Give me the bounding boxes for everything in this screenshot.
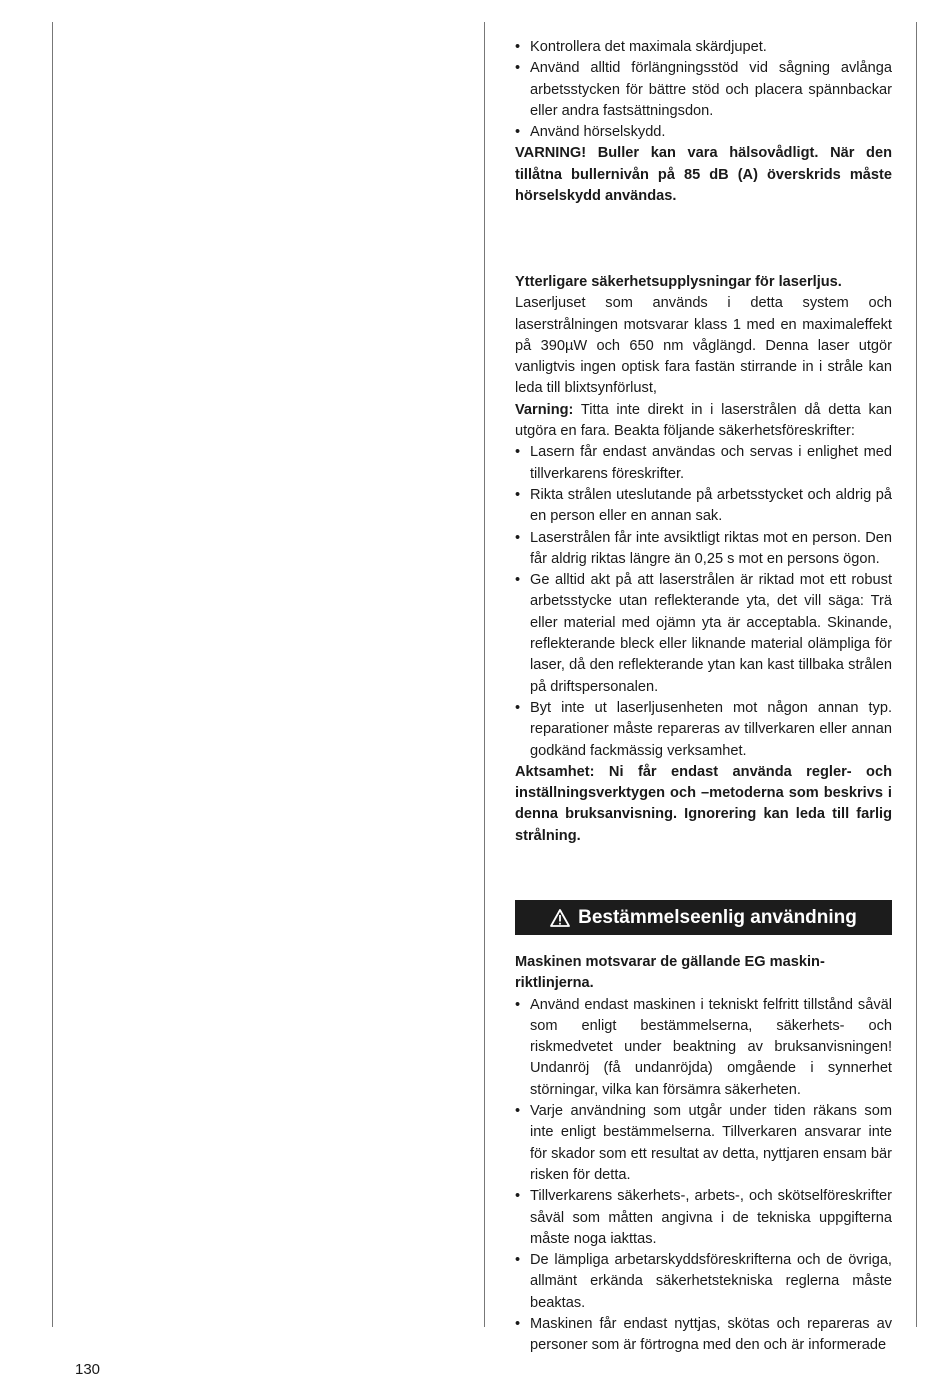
list-item: • Varje användning som utgår under tiden räkans som inte enligt bestämmelserna. Tillverkaren ansvarar inte för skador som ett resultat av detta, nyttjaren ensam bär risken för detta. <box>515 1101 892 1186</box>
list-item: • Maskinen får endast nyttjas, skötas och repareras av personer som är förtrogna med den och är informerade <box>515 1314 892 1357</box>
list-item: • Använd hörselskydd. <box>515 122 892 143</box>
list-item: • Kontrollera det maximala skärdjupet. <box>515 37 892 58</box>
list-item: • Laserstrålen får inte avsiktligt riktas mot en person. Den får aldrig riktas längre än 0,25 s mot en persons ögon. <box>515 528 892 571</box>
banner-title: Bestämmelseenlig användning <box>578 906 857 928</box>
caution-paragraph: Aktsamhet: Ni får endast använda regler- och inställningsverktygen och –metoderna som beskrivs i denna bruksanvisning. Ignorering kan leda till farlig strålning. <box>515 763 892 844</box>
list-item: • Använd endast maskinen i tekniskt felfritt tillstånd såväl som enligt bestämmelserna, säkerhets- och riskmedvetet under beaktning av bruksanvisningen! Undanröj (få undanröjda) omgående i synnerhet störningar, vilka kan försämra säkerheten. <box>515 995 892 1101</box>
list-item: • Använd alltid förlängningsstöd vid sågning avlånga arbetsstycken för bättre stöd och placera spännbackar eller andra fastsättningsdon. <box>515 58 892 122</box>
left-margin-rule <box>52 22 53 1327</box>
list-item: • Rikta strålen uteslutande på arbetsstycket och aldrig på en person eller en annan sak. <box>515 485 892 528</box>
general-safety-list <box>515 37 892 143</box>
laser-warning-paragraph <box>515 400 892 443</box>
intended-use-heading: Maskinen motsvarar de gällande EG maskin-riktlinjerna. <box>515 954 825 992</box>
list-item: • De lämpliga arbetarskyddsföreskrifterna och de övriga, allmänt erkända säkerhetstekniska reglerna måste beaktas. <box>515 1250 892 1314</box>
center-column-rule <box>484 22 485 1327</box>
list-item: • Lasern får endast användas och servas i enlighet med tillverkarens föreskrifter. <box>515 442 892 485</box>
section-banner <box>515 900 892 935</box>
page-number: 130 <box>75 1361 101 1378</box>
intended-use-list <box>515 995 892 1357</box>
intended-use-section <box>515 900 892 1357</box>
hearing-protection-section <box>515 37 892 207</box>
warning-triangle-icon <box>550 909 570 927</box>
warning-text: Titta inte direkt in i laserstrålen då detta kan utgöra en fara. Beakta följande säkerhetsföreskrifter: <box>515 401 892 440</box>
warning-label: Varning: <box>515 401 574 418</box>
laser-safety-section <box>515 272 892 847</box>
laser-section-heading: Ytterligare säkerhetsupplysningar för laserljus. <box>515 274 842 290</box>
laser-intro-paragraph: Laserljuset som används i detta system och laserstrålningen motsvarar klass 1 med en maximaleffekt på 390µW och 650 nm våglängd. Denna laser utgör vanligtvis ingen optisk fara fastän stirrande in i stråle kan leda till blixtsynförlust, <box>515 295 892 397</box>
right-margin-rule <box>916 22 917 1327</box>
list-item: • Byt inte ut laserljusenheten mot någon annan typ. reparationer måste repareras av tillverkaren eller annan godkänd fackmässig verksamhet. <box>515 698 892 762</box>
noise-warning: VARNING! Buller kan vara hälsovådligt. När den tillåtna bullernivån på 85 dB (A) överskrids måste hörselskydd användas. <box>515 145 892 205</box>
list-item: • Tillverkarens säkerhets-, arbets-, och skötselföreskrifter såväl som måtten angivna i de tekniska uppgifterna måste noga iakttas. <box>515 1186 892 1250</box>
list-item: • Ge alltid akt på att laserstrålen är riktad mot ett robust arbetsstycke utan reflekterande yta, det vill säga: Trä eller material med ojämn yta är acceptabla. Skinande, reflekterande bleck eller liknande material olämpliga för laser, då den reflekterande ytan kan kast tillbaka strålen på driftspersonalen. <box>515 570 892 698</box>
laser-rules-list <box>515 442 892 761</box>
